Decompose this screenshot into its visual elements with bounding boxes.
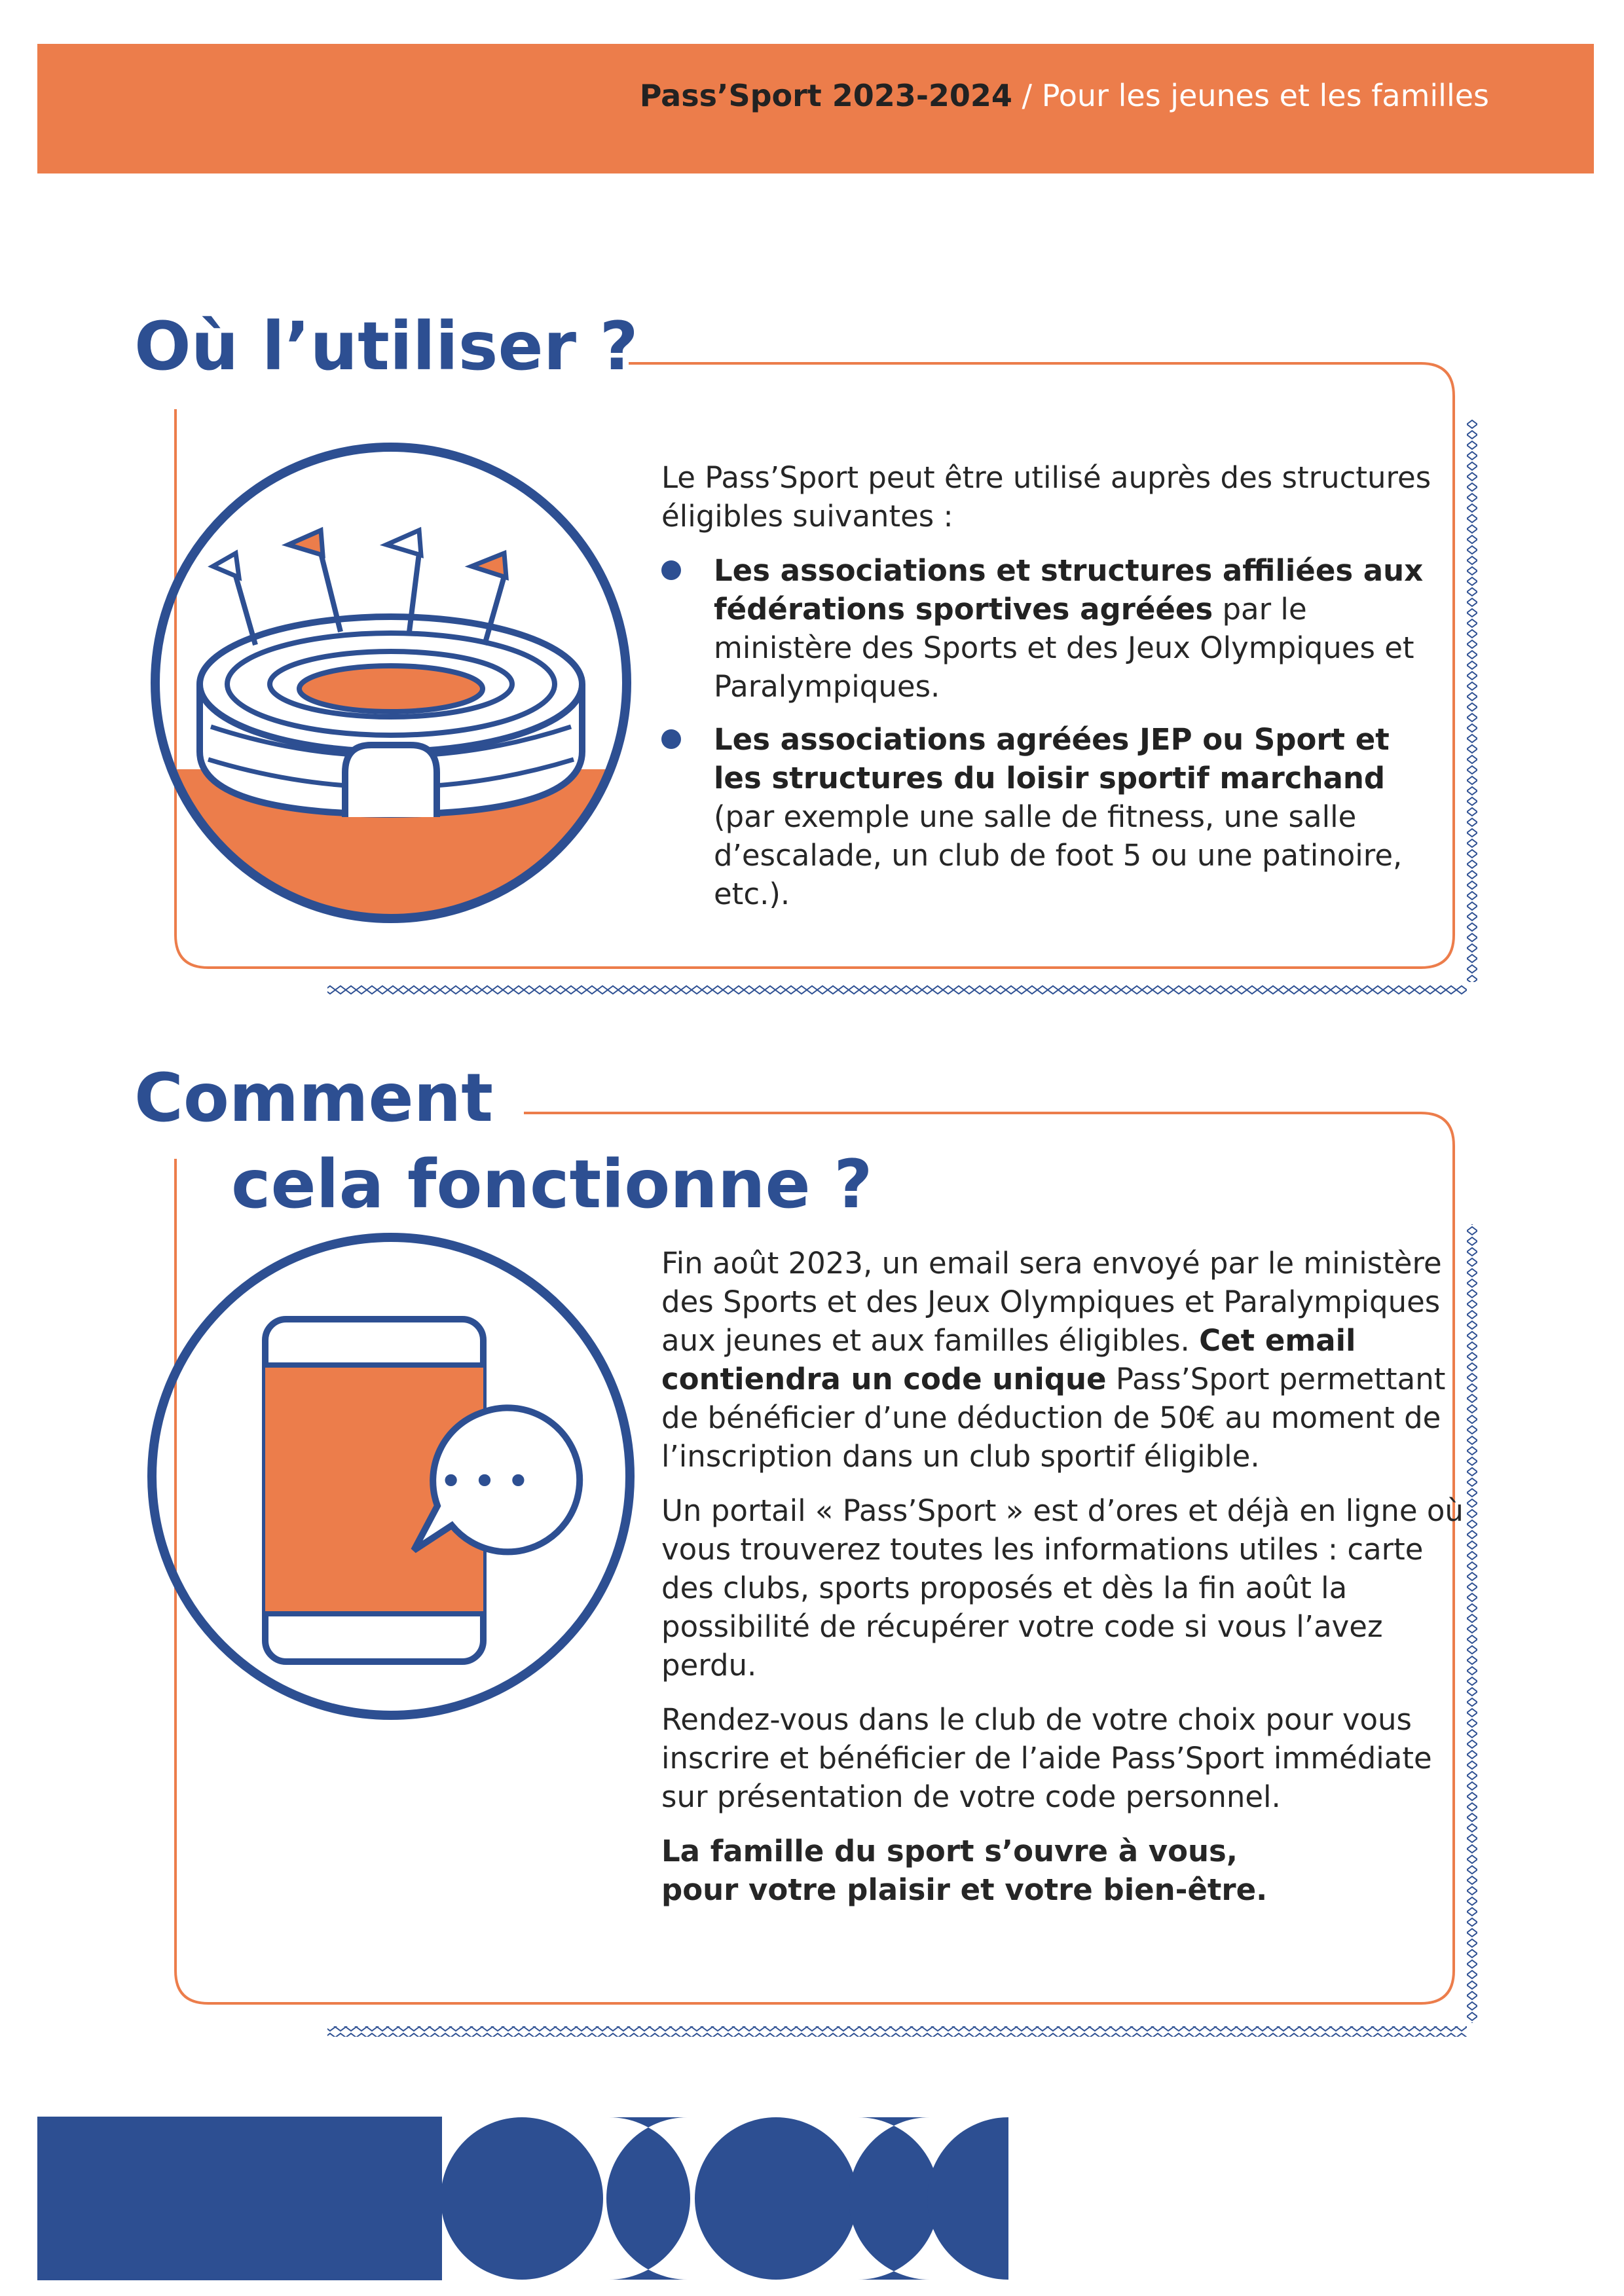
eligible-structures-list (661, 551, 1447, 913)
paragraph-bold: Cet email contiendra un code unique (661, 1323, 1356, 1396)
list-item (661, 551, 1447, 706)
list-item-bold: Les associations agréées JEP ou Sport et les structures du loisir sportif marchand (714, 722, 1390, 795)
paragraph-portal: Un portail « Pass’Sport » est d’ores et déjà en ligne où vous trouverez toutes les informations utiles : carte des clubs, sports proposés et dès la fin août la possibilité de récupérer votre code si vous l’avez perdu. (661, 1493, 1464, 1683)
section1-intro: Le Pass’Sport peut être utilisé auprès des structures éligibles suivantes : (661, 460, 1431, 534)
closing-statement (661, 1832, 1467, 1909)
paragraph-text: Fin août 2023, un email sera envoyé par le ministère des Sports et des Jeux Olympiques et Paralympiques aux jeunes et aux familles éligibles. (661, 1246, 1442, 1358)
paragraph-text: Pass’Sport permettant de bénéficier d’une déduction de 50€ au moment de l’inscription dans un club sportif éligible. (661, 1362, 1446, 1474)
bullet-icon (661, 729, 681, 749)
paragraph-club: Rendez-vous dans le club de votre choix pour vous inscrire et bénéficier de l’aide Pass’Sport immédiate sur présentation de votre code personnel. (661, 1702, 1432, 1814)
header-separator: / (1012, 78, 1042, 113)
section1-heading: Où l’utiliser ? (134, 308, 638, 386)
closing-line: La famille du sport s’ouvre à vous, (661, 1834, 1238, 1868)
bullet-icon (661, 560, 681, 580)
section2-heading-line1: Comment (134, 1059, 494, 1137)
list-item-text: (par exemple une salle de fitness, une salle d’escalade, un club de foot 5 ou une patinoire, etc.). (714, 799, 1403, 911)
section2-heading-line2: cela fonctionne ? (231, 1146, 873, 1224)
list-item (661, 720, 1447, 913)
list-item-bold: Les associations et structures affiliées aux fédérations sportives agréées (714, 553, 1424, 627)
chat-dots: • • • (440, 1462, 529, 1501)
paragraph-email (661, 1244, 1467, 1476)
list-item-text: par le ministère des Sports et des Jeux Olympiques et Paralympiques. (714, 592, 1414, 704)
header-subtitle: Pour les jeunes et les familles (1041, 78, 1489, 113)
section2-text (661, 1244, 1467, 1925)
closing-line: pour votre plaisir et votre bien-être. (661, 1872, 1268, 1907)
footer-decoration (37, 2117, 1008, 2280)
header-title: Pass’Sport 2023-2024 (639, 78, 1012, 113)
smartphone-chat-icon (152, 1237, 630, 1715)
section1-text (661, 458, 1447, 928)
stadium-icon (151, 447, 635, 926)
